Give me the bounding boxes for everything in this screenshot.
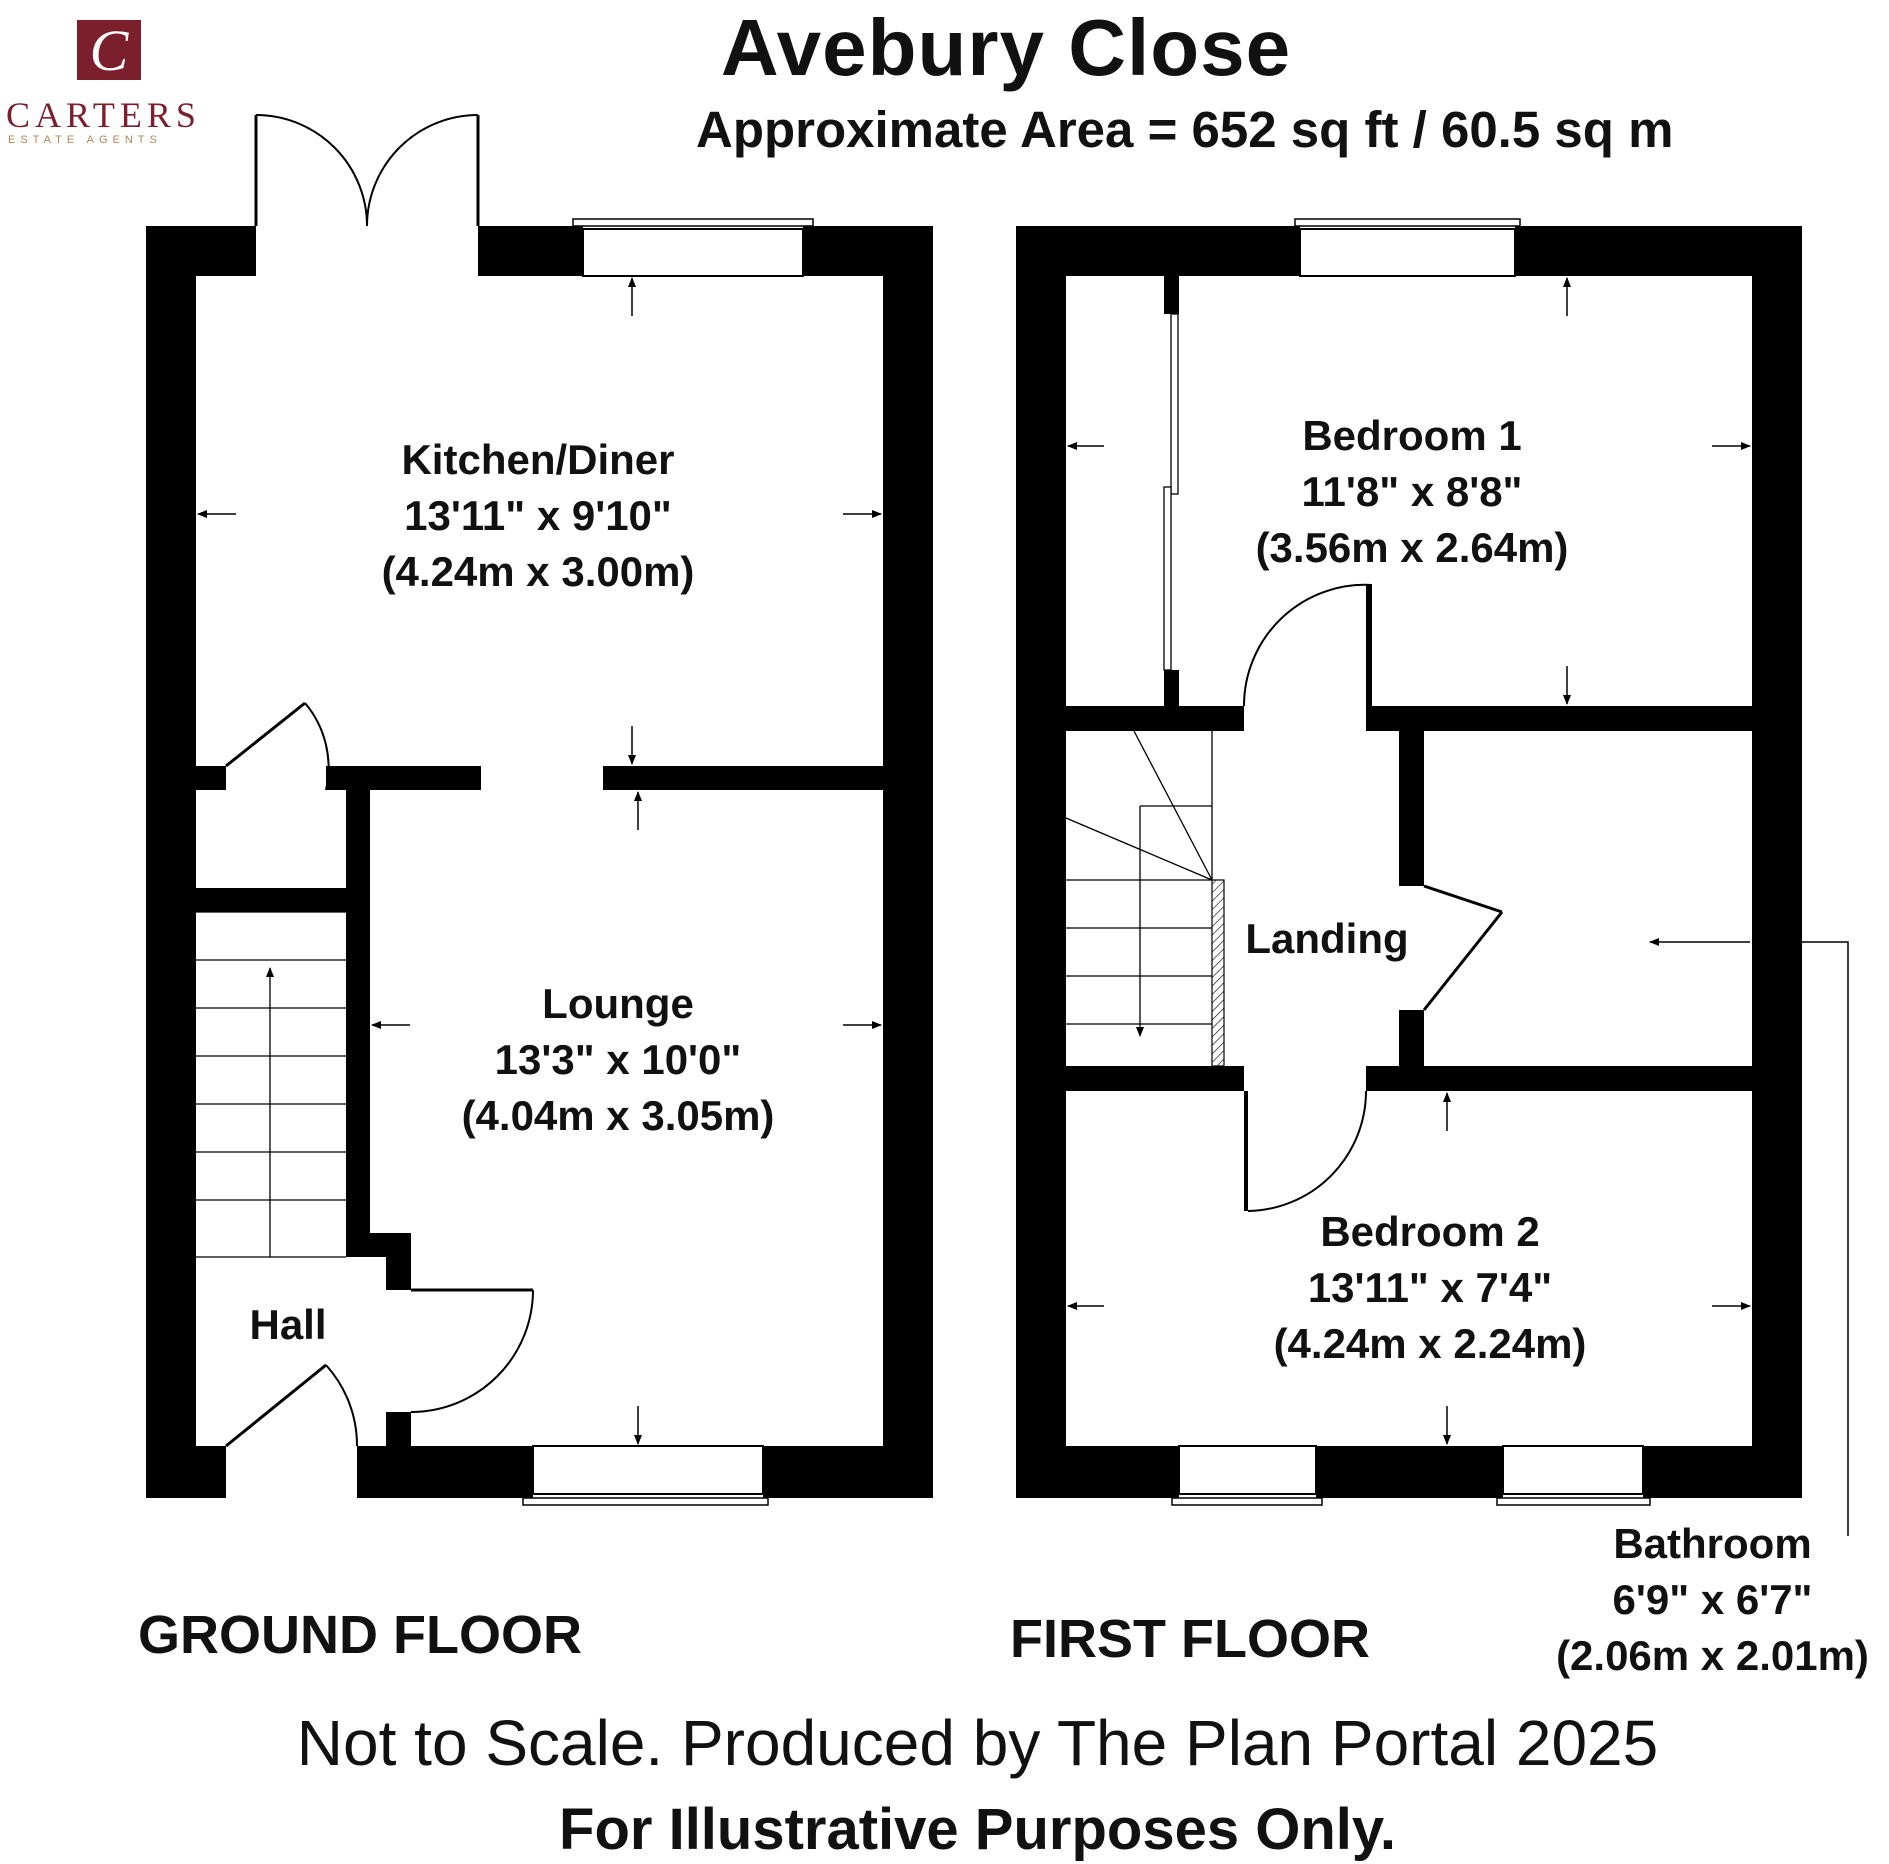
wall bbox=[478, 226, 583, 276]
room-name: Kitchen/Diner bbox=[401, 436, 675, 483]
window-sill bbox=[523, 1498, 768, 1505]
window bbox=[533, 1446, 763, 1494]
window bbox=[583, 229, 803, 276]
door-swing bbox=[256, 115, 367, 226]
room-dimensions-metric: (3.56m x 2.64m) bbox=[1255, 524, 1569, 571]
room-label-kitchen-diner bbox=[340, 432, 736, 600]
footer-disclaimer: For Illustrative Purposes Only. bbox=[559, 1797, 1396, 1862]
ground-floor-label: GROUND FLOOR bbox=[138, 1605, 582, 1665]
room-dimensions-metric: (4.24m x 3.00m) bbox=[381, 548, 695, 595]
wall bbox=[146, 1446, 226, 1498]
stairs bbox=[196, 912, 346, 1257]
logo-monogram: C bbox=[89, 20, 129, 83]
first-floor-label: FIRST FLOOR bbox=[1010, 1609, 1370, 1669]
balustrade bbox=[1212, 880, 1224, 1066]
room-label-lounge bbox=[410, 976, 826, 1144]
wall bbox=[357, 1446, 533, 1498]
window-sill bbox=[573, 219, 813, 226]
room-dimensions-imperial: 13'11" x 7'4" bbox=[1307, 1264, 1553, 1311]
stairs bbox=[1066, 731, 1212, 1036]
room-dimensions-metric: (2.06m x 2.01m) bbox=[1556, 1632, 1869, 1679]
room-label-bathroom bbox=[1540, 1516, 1885, 1684]
room-name: Hall bbox=[249, 1301, 327, 1348]
room-name: Landing bbox=[1245, 915, 1409, 962]
brand-name: CARTERS bbox=[6, 95, 201, 135]
room-label-hall bbox=[236, 1297, 340, 1353]
brand-tagline: ESTATE AGENTS bbox=[8, 134, 162, 146]
wall bbox=[763, 1446, 933, 1498]
room-name: Bedroom 2 bbox=[1320, 1208, 1540, 1255]
wall bbox=[146, 226, 196, 1498]
room-name: Bedroom 1 bbox=[1302, 412, 1522, 459]
room-label-bedroom-1 bbox=[1214, 408, 1610, 576]
room-label-landing bbox=[1234, 911, 1420, 967]
room-dimensions-imperial: 6'9" x 6'7" bbox=[1612, 1576, 1813, 1623]
room-dimensions-imperial: 11'8" x 8'8" bbox=[1301, 468, 1523, 515]
page-title: Avebury Close bbox=[720, 3, 1292, 92]
room-dimensions-imperial: 13'3" x 10'0" bbox=[494, 1036, 742, 1083]
wall bbox=[883, 226, 933, 1498]
door-swing bbox=[367, 115, 478, 226]
room-dimensions-imperial: 13'11" x 9'10" bbox=[404, 492, 672, 539]
room-dimensions-metric: (4.04m x 3.05m) bbox=[461, 1092, 775, 1139]
room-label-bedroom-2 bbox=[1232, 1204, 1628, 1372]
room-name: Lounge bbox=[542, 980, 694, 1027]
area-subtitle: Approximate Area = 652 sq ft / 60.5 sq m bbox=[696, 101, 1674, 158]
room-dimensions-metric: (4.24m x 2.24m) bbox=[1273, 1320, 1587, 1367]
footer-note: Not to Scale. Produced by The Plan Portal 2025 bbox=[296, 1707, 1659, 1779]
room-name: Bathroom bbox=[1613, 1520, 1812, 1567]
